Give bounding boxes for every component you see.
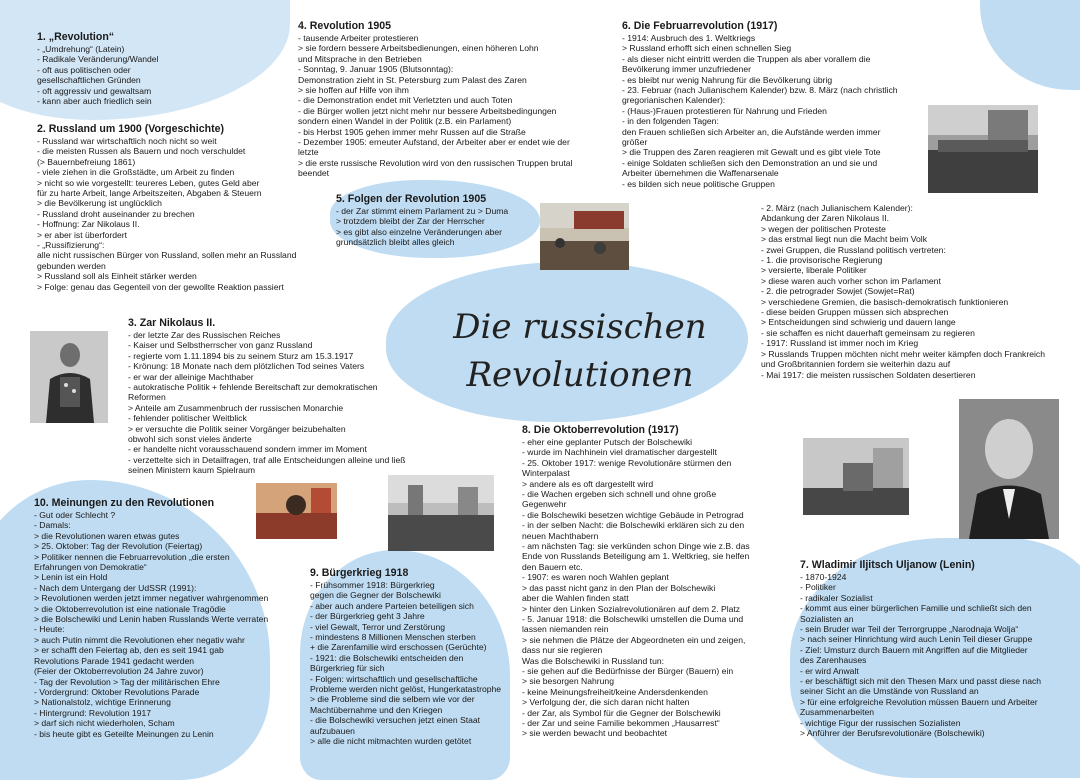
text-line: - die Bolschewiki versuchen jetzt einen Staat	[310, 715, 481, 726]
text-line: - er beschäftigt sich mit den Thesen Marx und passt diese nach	[800, 676, 1042, 687]
text-line: - Russland droht auseinander zu brechen	[37, 208, 195, 219]
text-line: beendet	[298, 168, 330, 179]
text-line: Reformen	[128, 392, 166, 403]
text-line: - Hoffnung: Zar Nikolaus II.	[37, 219, 140, 230]
text-line: - Dezember 1905: erneuter Aufstand, der Arbeiter aber er endet wie der	[298, 137, 570, 148]
text-line: Bürgerkrieg für sich	[310, 663, 385, 674]
text-line: seinen Ministern kaum Spielraum	[128, 465, 256, 476]
text-line: und Mitsprache in den Betrieben	[298, 53, 422, 64]
text-line: - radikaler Sozialist	[800, 592, 873, 603]
text-line: - in der selben Nacht: die Bolschewiki erklären sich zu den	[522, 520, 745, 531]
text-line: aber die Wahlen finden statt	[522, 593, 629, 604]
text-line: - der Zar, als Symbol für die Gegner der Bolschewiki	[522, 707, 721, 718]
text-line: - Russland war wirtschaftlich noch nicht so weit	[37, 136, 217, 146]
text-line: > sie hoffen auf Hilfe von ihm	[298, 85, 409, 96]
text-line: > die Oktoberrevolution ist eine nationale Tragödie	[34, 603, 226, 614]
text-line: Bevölkerung immer unzufriedener	[622, 64, 751, 75]
text-line: - Politiker	[800, 582, 836, 593]
text-line: - 1. die provisorische Regierung	[761, 255, 883, 266]
text-line: gegen die Gegner der Bolschewiki	[310, 590, 441, 601]
text-line: > es gibt also einzelne Veränderungen aber	[336, 226, 503, 237]
text-line: > sie werden bewacht und beobachtet	[522, 728, 668, 739]
text-line: neuen Machthabern	[522, 530, 599, 541]
text-line: - verzettelte sich in Detailfragen, traf alle Entscheidungen alleine und ließ	[128, 454, 406, 465]
text-line: - wichtige Figur der russischen Sozialisten	[800, 717, 961, 728]
text-line: > Anteile am Zusammenbruch der russischen Monarchie	[128, 402, 344, 413]
text-line: > Entscheidungen sind schwierig und dauern lange	[761, 317, 956, 328]
text-line: - oft aus politischen oder	[37, 64, 131, 75]
text-line: > verschiedene Gremien, die basisch-demokratisch funktionieren	[761, 296, 1009, 307]
text-line: - sie gehen auf die Bedürfnisse der Bürger (Bauern) ein	[522, 665, 734, 676]
text-line: - „Russifizierung“:	[37, 240, 105, 251]
text-line: > Folge: genau das Gegenteil von der gewollte Reaktion passiert	[37, 281, 284, 292]
text-line: - er wird Anwalt	[800, 665, 859, 676]
section-heading: 9. Bürgerkrieg 1918	[310, 567, 409, 579]
text-line: > nach seiner Hinrichtung wird auch Lenin Teil dieser Gruppe	[800, 634, 1033, 645]
section-lines	[37, 136, 327, 292]
text-line: - der letzte Zar des Russischen Reiches	[128, 330, 281, 340]
text-line: > auch Putin nimmt die Revolutionen eher negativ wahr	[34, 634, 245, 645]
text-line: > 25. Oktober: Tag der Revolution (Feiertag)	[34, 541, 203, 552]
text-line: - 2. März (nach Julianischem Kalender):	[761, 203, 913, 213]
section-oktoberrevolution	[522, 424, 792, 739]
section-lines	[298, 33, 598, 179]
text-line: > sie besorgen Nahrung	[522, 676, 614, 687]
text-line: - viel Gewalt, Terror und Zerstörung	[310, 621, 446, 632]
text-line: - regierte vom 1.11.1894 bis zu seinem Sturz am 15.3.1917	[128, 350, 354, 361]
text-line: > Nationalstolz, wichtige Erinnerung	[34, 697, 171, 708]
text-line: - in den folgenden Tagen:	[622, 116, 719, 127]
text-line: > für eine erfolgreiche Revolution müssen Bauern und Arbeiter	[800, 696, 1038, 707]
text-line: für zu harte Arbeit, lange Arbeitszeiten, Abgaben & Steuern	[37, 188, 262, 199]
text-line: - sein Bruder war Teil der Terrorgruppe „Narodnaja Wolja“	[800, 624, 1019, 635]
text-line: - Heute:	[34, 624, 65, 635]
text-line: > Russlands Truppen möchten nicht mehr weiter kämpfen doch Frankreich	[761, 348, 1045, 359]
text-line: alle nicht russischen Bürger von Russland, sollen mehr an Russland	[37, 250, 297, 261]
text-line: (Feier der Oktoberrevolution 24 Jahre zuvor)	[34, 666, 204, 677]
text-line: - 23. Februar (nach Julianischem Kalender) bzw. 8. März (nach christlich	[622, 85, 898, 96]
section-heading: 10. Meinungen zu den Revolutionen	[34, 497, 215, 509]
text-line: - Ziel: Umsturz durch Bauern mit Angriffen auf die Mitglieder	[800, 644, 1028, 655]
text-line: Abdankung der Zaren Nikolaus II.	[761, 213, 890, 224]
text-line: > hinter den Linken Sozialrevolutionären auf dem 2. Platz	[522, 603, 741, 614]
text-line: > andere als es oft dargestellt wird	[522, 478, 654, 489]
page-title	[420, 303, 740, 399]
section-heading: 4. Revolution 1905	[298, 20, 392, 32]
text-line: > er schafft den Feiertag ab, den es seit 1941 gab	[34, 645, 224, 656]
text-line: sondern einen Wandel in der Politik (z.B. ein Parlament)	[298, 116, 512, 127]
text-line: letzte	[298, 147, 319, 158]
text-line: seiner Sicht an die Umstände von Russland an	[800, 686, 979, 697]
section-lines	[128, 330, 428, 476]
section-revolution	[37, 31, 237, 106]
text-line: - diese beiden Gruppen müssen sich absprechen	[761, 307, 949, 318]
text-line: obwohl sich sonst vieles änderte	[128, 434, 252, 445]
text-line: - 1917: Russland ist immer noch im Krieg	[761, 338, 919, 349]
section-februarrevolution	[622, 20, 922, 189]
section-heading: 6. Die Februarrevolution (1917)	[622, 20, 778, 32]
photo-lenin-speech	[803, 438, 909, 515]
text-line: Sozialisten an	[800, 613, 854, 624]
text-line: Machtübernahme und den Kriegen	[310, 704, 443, 715]
text-line: gesellschaftlichen Gründen	[37, 75, 141, 86]
text-line: - Gut oder Schlecht ?	[34, 510, 116, 520]
text-line: - der Bürgerkrieg geht 3 Jahre	[310, 611, 425, 622]
text-line: - Sonntag, 9. Januar 1905 (Blutsonntag):	[298, 64, 454, 75]
text-line: > die erste russische Revolution wird von den russischen Truppen brutal	[298, 157, 573, 168]
text-line: > sie nehmen die Plätze der Abgeordneten ein und zeigen,	[522, 634, 746, 645]
text-line: > Politiker nennen die Februarrevolution „die ersten	[34, 551, 230, 562]
text-line: - die Wachen ergeben sich schnell und ohne große	[522, 489, 717, 500]
text-line: > wegen der politischen Proteste	[761, 223, 886, 234]
section-lines	[34, 510, 284, 739]
text-line: > sie fordern bessere Arbeitsbedienungen, einen höheren Lohn	[298, 43, 539, 54]
text-line: - 1870-1924	[800, 572, 847, 582]
text-line: > versierte, liberale Politiker	[761, 265, 867, 276]
text-line: - Tag der Revolution > Tag der militärischen Ehre	[34, 676, 220, 687]
text-line: - Nach dem Untergang der UdSSR (1991):	[34, 582, 197, 593]
section-revolution-1905	[298, 20, 598, 179]
text-line: > Revolutionen werden jetzt immer negativer wahrgenommen	[34, 593, 269, 604]
text-line: > trotzdem bleibt der Zar der Herrscher	[336, 216, 485, 227]
text-line: - bis Herbst 1905 gehen immer mehr Russen auf die Straße	[298, 126, 526, 137]
section-buergerkrieg	[310, 567, 510, 747]
photo-revolution-painting	[256, 483, 337, 539]
text-line: Zusammenarbeiten	[800, 707, 875, 718]
text-line: - kommt aus einer bürgerlichen Familie und schließt sich den	[800, 603, 1032, 614]
photo-lenin-portrait	[959, 399, 1059, 539]
section-lenin	[800, 559, 1075, 739]
text-line: - der Zar und seine Familie bekommen „Hausarrest“	[522, 717, 720, 728]
text-line: - bis heute gibt es Geteilte Meinungen zu Lenin	[34, 728, 214, 739]
text-line: - „Umdrehung“ (Latein)	[37, 44, 125, 54]
text-line: > das erstmal liegt nun die Macht beim Volk	[761, 234, 927, 245]
title-line-2: Revolutionen	[466, 355, 694, 395]
text-line: lassen niemanden rein	[522, 624, 609, 635]
text-line: - Frühsommer 1918: Bürgerkrieg	[310, 580, 435, 590]
text-line: - die Bolschewiki besetzen wichtige Gebäude in Petrograd	[522, 509, 744, 520]
text-line: Probleme werden nicht gelöst, Hungerkatastrophe	[310, 684, 502, 695]
text-line: - Radikale Veränderung/Wandel	[37, 54, 159, 65]
text-line: > die Revolutionen waren etwas gutes	[34, 530, 180, 541]
text-line: - Mai 1917: die meisten russischen Soldaten desertieren	[761, 369, 976, 380]
text-line: - keine Meinungsfreiheit/keine Andersdenkenden	[522, 686, 708, 697]
text-line: > diese waren auch vorher schon im Parlament	[761, 275, 941, 286]
photo-buergerkrieg-parade	[388, 475, 494, 551]
text-line: - zwei Gruppen, die Russland politisch vertreten:	[761, 244, 946, 255]
text-line: - 1921: die Bolschewiki entscheiden den	[310, 652, 464, 663]
text-line: > die Truppen des Zaren reagieren mit Gewalt und es gibt viele Tote	[622, 147, 881, 158]
text-line: gregorianischen Kalender):	[622, 95, 726, 106]
text-line: - autokratische Politik + fehlende Bereitschaft zur demokratischen	[128, 382, 378, 393]
text-line: - die meisten Russen als Bauern und noch verschuldet	[37, 146, 246, 157]
text-line: (> Bauernbefreiung 1861)	[37, 156, 136, 167]
text-line: > die Bolschewiki und Lenin haben Russlands Werte verraten	[34, 614, 269, 625]
text-line: - Vordergrund: Oktober Revolutions Parade	[34, 686, 200, 697]
text-line: > alle die nicht mitmachten wurden getötet	[310, 736, 472, 747]
section-russland-1900	[37, 123, 327, 292]
text-line: > Russland soll als Einheit stärker werden	[37, 271, 197, 282]
text-line: - er handelte nicht vorausschauend sondern immer im Moment	[128, 444, 367, 455]
text-line: Gegenwehr	[522, 499, 567, 510]
text-line: Arbeiter übernehmen die Waffenarsenale	[622, 168, 779, 179]
text-line: - Folgen: wirtschaftlich und gesellschaftliche	[310, 673, 478, 684]
text-line: + die Zarenfamilie wird erschossen (Gerüchte)	[310, 642, 487, 653]
text-line: den Frauen schließen sich Arbeiter an, die Aufstände werden immer	[622, 126, 881, 137]
text-line: > Lenin ist ein Hold	[34, 572, 108, 583]
text-line: - einige Soldaten schließen sich den Demonstration an und sie und	[622, 157, 878, 168]
text-line: > Anführer der Berufsrevolutionäre (Bolschewiki)	[800, 728, 985, 739]
text-line: > darf sich nicht wiederholen, Scham	[34, 718, 175, 729]
text-line: - 1907: es waren noch Wahlen geplant	[522, 572, 669, 583]
text-line: > er aber ist überfordert	[37, 229, 128, 240]
text-line: - 5. Januar 1918: die Bolschewiki umstellen die Duma und	[522, 613, 744, 624]
text-line: - tausende Arbeiter protestieren	[298, 33, 419, 43]
section-heading: 3. Zar Nikolaus II.	[128, 317, 216, 329]
text-line: aufzubauen	[310, 725, 355, 736]
section-meinungen	[34, 497, 284, 739]
text-line: und Großbritannien fordern sie weiterhin dazu auf	[761, 359, 951, 370]
section-lines	[37, 44, 237, 106]
text-line: den Bauern etc.	[522, 561, 583, 572]
photo-februar-crowd	[928, 105, 1038, 193]
text-line: Demonstration zieht in St. Petersburg zum Palast des Zaren	[298, 74, 527, 85]
section-lines	[522, 437, 792, 739]
text-line: Winterpalast	[522, 468, 570, 479]
text-line: > er versuchte die Politik seiner Vorgänger beizubehalten	[128, 423, 346, 434]
text-line: Ende von Russlands Beteiligung am 1. Weltkrieg, sie helfen	[522, 551, 750, 562]
text-line: > die Probleme sind die selbem wie vor der	[310, 694, 475, 705]
text-line: - eher eine geplanter Putsch der Bolschewiki	[522, 437, 693, 447]
section-folgen-1905	[336, 193, 531, 248]
section-heading: 5. Folgen der Revolution 1905	[336, 193, 487, 205]
section-lines	[800, 572, 1075, 739]
text-line: Erfahrungen von Demokratie“	[34, 562, 147, 573]
section-zar-nikolaus	[128, 317, 428, 476]
text-line: gebunden werden	[37, 260, 106, 271]
photo-revolution-1905-painting	[540, 203, 629, 270]
text-line: des Zarenhauses	[800, 655, 867, 666]
text-line: - (Haus-)Frauen protestieren für Nahrung und Frieden	[622, 105, 827, 116]
text-line: - Krönung: 18 Monate nach dem plötzlichen Tod seines Vaters	[128, 361, 365, 372]
text-line: Was die Bolschewiki in Russland tun:	[522, 655, 665, 666]
section-lines	[336, 206, 531, 248]
text-line: > Verfolgung der, die sich daran nicht halten	[522, 697, 690, 708]
text-line: grundsätzlich bleibt alles gleich	[336, 237, 455, 248]
text-line: - oft aggressiv und gewaltsam	[37, 85, 152, 96]
text-line: - der Zar stimmt einem Parlament zu > Duma	[336, 206, 509, 216]
text-line: - wurde im Nachhinein viel dramatischer dargestellt	[522, 447, 717, 458]
text-line: - fehlender politischer Weitblick	[128, 413, 247, 424]
section-heading: 2. Russland um 1900 (Vorgeschichte)	[37, 123, 225, 135]
title-line-1: Die russischen	[453, 307, 707, 347]
text-line: - Kaiser und Selbstherrscher von ganz Russland	[128, 340, 313, 351]
text-line: > Russland erhofft sich einen schnellen Sieg	[622, 43, 792, 54]
text-line: - er war der alleinige Machthaber	[128, 371, 254, 382]
section-heading: 7. Wladimir Iljitsch Uljanow (Lenin)	[800, 559, 975, 571]
section-februarrevolution-continued	[761, 203, 1066, 380]
text-line: - es bleibt nur wenig Nahrung für die Bevölkerung übrig	[622, 74, 833, 85]
text-line: - sie schaffen es nicht dauerhaft gemeinsam zu regieren	[761, 327, 975, 338]
text-line: - viele ziehen in die Großstädte, um Arbeit zu finden	[37, 167, 235, 178]
background-blob-topright	[980, 0, 1080, 90]
text-line: - aber auch andere Parteien beteiligen sich	[310, 600, 474, 611]
text-line: Revolutions Parade 1941 gedacht werden	[34, 655, 195, 666]
text-line: - die Demonstration endet mit Verletzten und auch Toten	[298, 95, 513, 106]
text-line: - am nächsten Tag: sie verkünden schon Dinge wie z.B. das	[522, 541, 750, 552]
text-line: - die Bürger wollen jetzt nicht mehr nur bessere Arbeitsbedingungen	[298, 105, 557, 116]
text-line: > nicht so wie vorgestellt: teureres Leben, gutes Geld aber	[37, 177, 260, 188]
text-line: - kann aber auch friedlich sein	[37, 96, 152, 107]
section-heading: 8. Die Oktoberrevolution (1917)	[522, 424, 679, 436]
text-line: > das passt nicht ganz in den Plan der Bolschewiki	[522, 582, 716, 593]
section-lines	[622, 33, 922, 189]
text-line: - es bilden sich neue politische Gruppen	[622, 178, 775, 189]
text-line: - 2. die petrograder Sowjet (Sowjet=Rat)	[761, 286, 915, 297]
text-line: - 25. Oktober 1917: wenige Revolutionäre stürmen den	[522, 457, 732, 468]
text-line: - mindestens 8 Millionen Menschen sterben	[310, 632, 476, 643]
section-lines	[761, 203, 1066, 380]
text-line: > die Bevölkerung ist unglücklich	[37, 198, 162, 209]
text-line: dass nur sie regieren	[522, 645, 603, 656]
photo-nikolaus-portrait	[30, 331, 108, 423]
section-lines	[310, 580, 510, 747]
text-line: - Hintergrund: Revolution 1917	[34, 707, 152, 718]
text-line: größer	[622, 137, 648, 148]
section-heading: 1. „Revolution“	[37, 31, 115, 43]
text-line: - Damals:	[34, 520, 71, 531]
text-line: - 1914: Ausbruch des 1. Weltkriegs	[622, 33, 756, 43]
text-line: - als dieser nicht eintritt werden die Truppen als aber vorallem die	[622, 53, 871, 64]
